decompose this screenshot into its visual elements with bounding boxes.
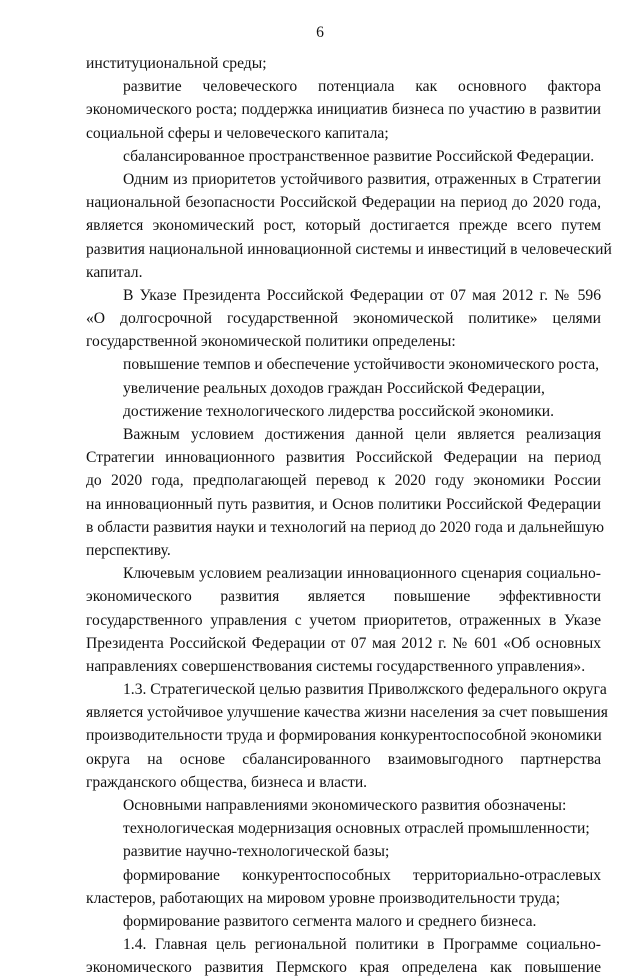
text-line: «О долгосрочной государственной экономической политике» целями xyxy=(86,310,601,328)
text-line: государственного управления с учетом приоритетов, отраженных в Указе xyxy=(86,611,601,629)
text-line: перспективу. xyxy=(86,541,171,559)
text-line: развития национальной инновационной системы и инвестиций в человеческий xyxy=(86,240,612,258)
text-line: 1.4. Главная цель региональной политики в Программе социально- xyxy=(123,936,601,954)
text-line: округа на основе сбалансированного взаимовыгодного партнерства xyxy=(86,750,601,768)
text-line: развитие человеческого потенциала как основного фактора xyxy=(123,78,601,96)
text-line: Основными направлениями экономического развития обозначены: xyxy=(123,797,567,814)
text-line: Одним из приоритетов устойчивого развития, отраженных в Стратегии xyxy=(123,170,601,188)
text-line: социальной сферы и человеческого капитала; xyxy=(86,124,389,142)
text-line: гражданского общества, бизнеса и власти. xyxy=(86,773,368,791)
text-line: повышение темпов и обеспечение устойчивости экономического роста, xyxy=(123,356,600,374)
text-line: сбалансированное пространственное развитие Российской Федерации. xyxy=(123,147,595,165)
text-line: В Указе Президента Российской Федерации от 07 мая 2012 г. № 596 xyxy=(123,286,601,304)
text-line: Ключевым условием реализации инновационного сценария социально- xyxy=(123,565,601,583)
text-line: Президента Российской Федерации от 07 мая 2012 г. № 601 «Об основных xyxy=(86,634,601,652)
text-line: на инновационный путь развития, и Основ политики Российской Федерации xyxy=(86,495,601,513)
text-line: национальной безопасности Российской Федерации на период до 2020 года, xyxy=(86,194,601,212)
text-line: 1.3. Стратегической целью развития Приволжского федерального округа xyxy=(123,681,607,699)
text-line: государственной экономической политики определены: xyxy=(86,333,456,351)
text-line: производительности труда и формирования конкурентоспособной экономики xyxy=(86,727,602,745)
document-body xyxy=(86,52,612,980)
text-line: развитие научно-технологической базы; xyxy=(123,843,390,861)
text-line: кластеров, работающих на мировом уровне производительности труда; xyxy=(86,889,561,907)
text-line: Важным условием достижения данной цели является реализация xyxy=(123,426,601,443)
text-line: капитал. xyxy=(86,263,143,281)
text-line: является устойчивое улучшение качества жизни населения за счет повышения xyxy=(86,704,608,722)
text-line: институциональной среды; xyxy=(86,55,267,72)
text-line: является экономический рост, который достигается прежде всего путем xyxy=(86,217,601,235)
text-line: в области развития науки и технологий на период до 2020 года и дальнейшую xyxy=(86,518,605,536)
text-line: Стратегии инновационного развития Российской Федерации на период xyxy=(86,449,601,467)
text-line: направлениях совершенствования системы государственного управления». xyxy=(86,657,586,675)
text-line: экономического роста; поддержка инициатив бизнеса по участию в развитии xyxy=(86,101,601,119)
text-line: достижение технологического лидерства российской экономики. xyxy=(123,402,555,420)
text-line: технологическая модернизация основных отраслей промышленности; xyxy=(123,820,590,838)
text-line: экономического развития Пермского края определена как повышение xyxy=(86,959,601,977)
page-number: 6 xyxy=(316,24,324,41)
text-line: увеличение реальных доходов граждан Российской Федерации, xyxy=(123,379,545,397)
text-line: экономического развития является повышение эффективности xyxy=(86,588,601,606)
text-line: формирование конкурентоспособных территориально-отраслевых xyxy=(123,866,601,884)
text-line: до 2020 года, предполагающей перевод к 2020 году экономики России xyxy=(86,472,601,490)
text-line: формирование развитого сегмента малого и среднего бизнеса. xyxy=(123,912,537,930)
